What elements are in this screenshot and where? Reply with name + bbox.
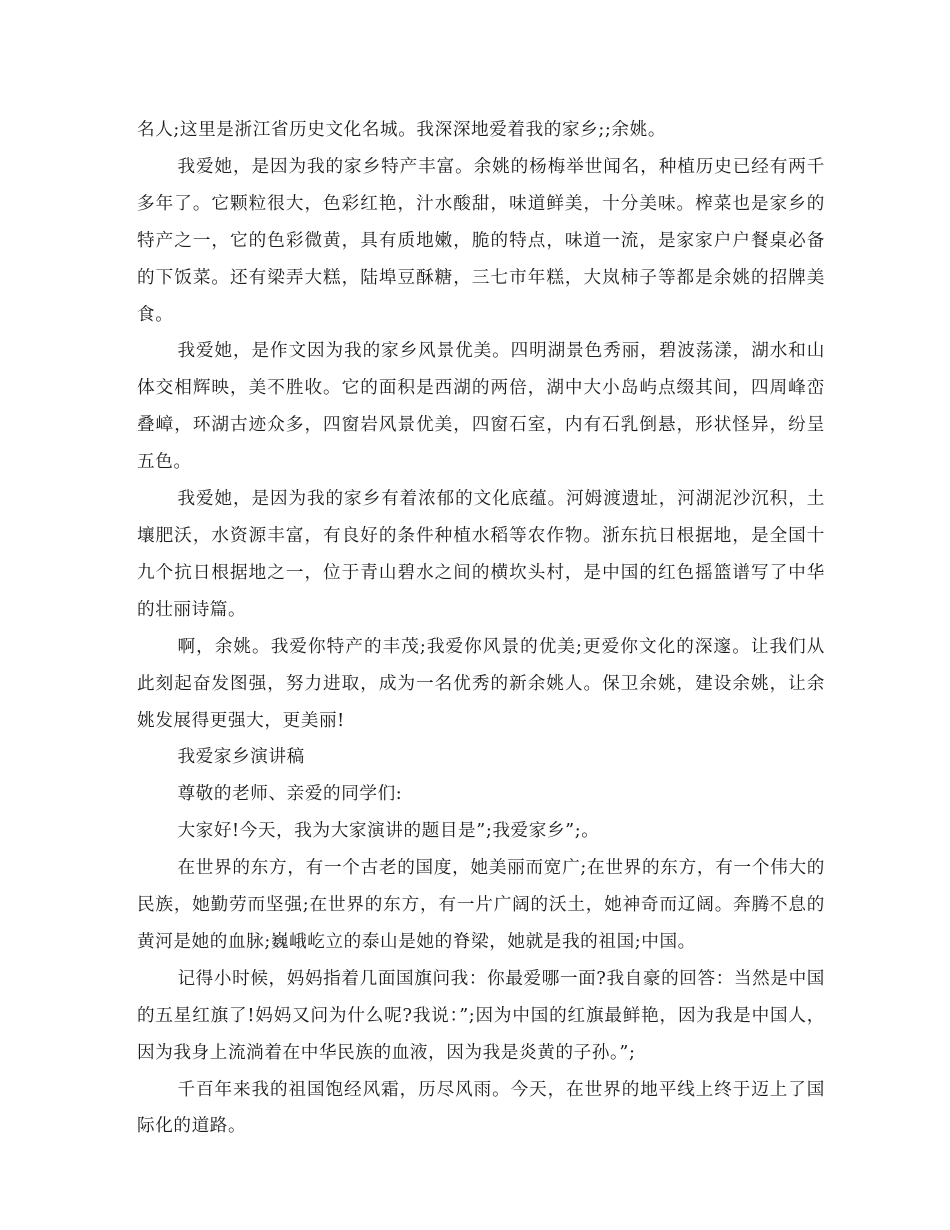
paragraph-5: 啊，余姚。我爱你特产的丰茂;我爱你风景的优美;更爱你文化的深邃。让我们从此刻起奋发图强，努力进取，成为一名优秀的新余姚人。保卫余姚，建设余姚，让余姚发展得更强大，更美丽! <box>137 636 825 731</box>
document-body <box>137 112 825 1145</box>
paragraph-10: 千百年来我的祖国饱经风霜，历尽风雨。今天，在世界的地平线上终于迈上了国际化的道路。 <box>137 1079 825 1137</box>
paragraph-9: 记得小时候，妈妈指着几面国旗问我：你最爱哪一面?我自豪的回答：当然是中国的五星红旗了!妈妈又问为什么呢?我说：”;因为中国的红旗最鲜艳，因为我是中国人，因为我身上流淌着在中华民族的血液，因为我是炎黄的子孙。”; <box>137 968 825 1063</box>
paragraph-1: 名人;这里是浙江省历史文化名城。我深深地爱着我的家乡;;余姚。 <box>137 120 667 140</box>
speech-title: 我爱家乡演讲稿 <box>177 747 305 768</box>
paragraph-8: 在世界的东方，有一个古老的国度，她美丽而宽广;在世界的东方，有一个伟大的民族，她勤劳而坚强;在世界的东方，有一片广阔的沃土，她神奇而辽阔。奔腾不息的黄河是她的血脉;巍峨屹立的泰山是她的脊梁，她就是我的祖国;中国。 <box>137 858 825 952</box>
paragraph-3: 我爱她，是作文因为我的家乡风景优美。四明湖景色秀丽，碧波荡漾，湖水和山体交相辉映，美不胜收。它的面积是西湖的两倍，湖中大小岛屿点缀其间，四周峰峦叠嶂，环湖古迹众多，四窗岩风景优美，四窗石室，内有石乳倒悬，形状怪异，纷呈五色。 <box>137 341 825 473</box>
paragraph-greeting: 大家好!今天，我为大家演讲的题目是”;我爱家乡”;。 <box>177 821 600 842</box>
salutation: 尊敬的老师、亲爱的同学们: <box>177 784 403 805</box>
paragraph-2: 我爱她，是因为我的家乡特产丰富。余姚的杨梅举世闻名，种植历史已经有两千多年了。它颗粒很大，色彩红艳，汁水酸甜，味道鲜美，十分美味。榨菜也是家乡的特产之一，它的色彩微黄，具有质地嫩，脆的特点，味道一流，是家家户户餐桌必备的下饭菜。还有梁弄大糕，陆埠豆酥糖，三七市年糕，大岚柿子等都是余姚的招牌美食。 <box>137 156 825 325</box>
paragraph-4: 我爱她，是因为我的家乡有着浓郁的文化底蕴。河姆渡遗址，河湖泥沙沉积，土壤肥沃，水资源丰富，有良好的条件种植水稻等农作物。浙东抗日根据地，是全国十九个抗日根据地之一，位于青山碧水之间的横坎头村，是中国的红色摇篮谱写了中华的壮丽诗篇。 <box>137 489 825 620</box>
